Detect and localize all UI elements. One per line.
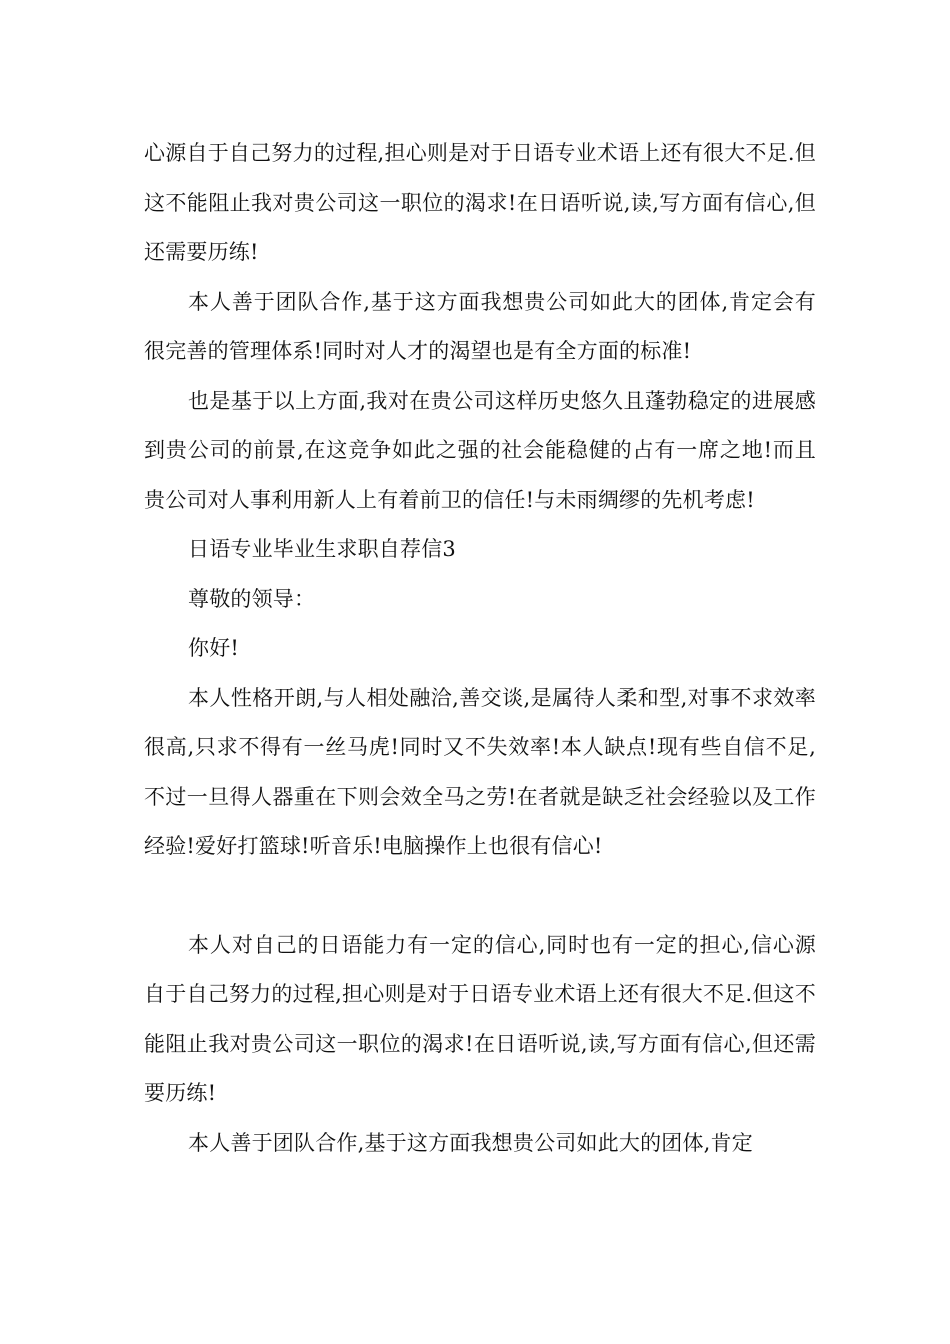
- salutation: 尊敬的领导：: [188, 586, 316, 611]
- paragraph-teamwork-repeat: 本人善于团队合作,基于这方面我想贵公司如此大的团体,肯定: [188, 1130, 753, 1155]
- paragraph-company-prospects: 也是基于以上方面,我对在贵公司这样历史悠久且蓬勃稳定的进展感到贵公司的前景,在这竞争如此之强的社会能稳健的占有一席之地!而且贵公司对人事利用新人上有着前卫的信任!与未雨绸缪的先机考虑!: [144, 388, 816, 512]
- paragraph-japanese-ability: 本人对自己的日语能力有一定的信心,同时也有一定的担心,信心源自于自己努力的过程,担心则是对于日语专业术语上还有很大不足.但这不能阻止我对贵公司这一职位的渴求!在日语听说,读,写方面有信心,但还需要历练!: [144, 932, 816, 1105]
- paragraph-gap: [144, 872, 816, 921]
- paragraph-teamwork: 本人善于团队合作,基于这方面我想贵公司如此大的团体,肯定会有很完善的管理体系!同时对人才的渴望也是有全方面的标准!: [144, 289, 816, 363]
- document-body: [144, 129, 816, 1168]
- paragraph-personality: 本人性格开朗,与人相处融洽,善交谈,是属待人柔和型,对事不求效率很高,只求不得有一丝马虎!同时又不失效率!本人缺点!现有些自信不足,不过一旦得人器重在下则会效全马之劳!在者就是缺乏社会经验以及工作经验!爱好打篮球!听音乐!电脑操作上也很有信心!: [144, 685, 816, 858]
- paragraph-continued-confidence: 心源自于自己努力的过程,担心则是对于日语专业术语上还有很大不足.但这不能阻止我对贵公司这一职位的渴求!在日语听说,读,写方面有信心,但还需要历练!: [144, 141, 816, 264]
- greeting: 你好!: [188, 636, 240, 660]
- letter-title: 日语专业毕业生求职自荐信3: [188, 537, 456, 561]
